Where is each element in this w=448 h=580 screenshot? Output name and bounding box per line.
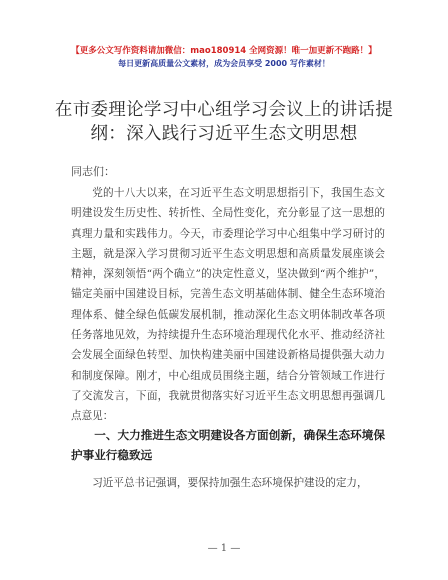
promo-banner-line1: 【更多公文写作资料请加微信：mao180914 全网资源！唯一加更新不跑路！】: [71, 46, 377, 56]
salutation: 同志们：: [71, 165, 115, 178]
body-paragraph-1: 党的十八大以来，在习近平生态文明思想指引下，我国生态文明建设发生历史性、转折性、全局性变化，充分彰显了这一思想的真理力量和实践伟力。今天，市委理论学习中心组集中学习研讨的主题，就是深入学习贯彻习近平生态文明思想和高质量发展座谈会精神，深刻领悟“两个确立”的决定性意义，坚决做到“两个维护”，锚定美丽中国建设目标，完善生态文明基础体制、健全生态环境治理体系、健全绿色低碳发展机制，推动深化生态文明体制改革各项任务落地见效，为持续提升生态环境治理现代化水平、推动经济社会发展全面绿色转型、加快构建美丽中国建设新格局提供强大动力和制度保障。刚才，中心组成员围绕主题，结合分管领域工作进行了交流发言，下面，我就贯彻落实好习近平生态文明思想再强调几点意见：: [71, 187, 385, 423]
body-paragraph-2: 习近平总书记强调，要保持加强生态环境保护建设的定力，: [92, 477, 368, 489]
document-title: 在市委理论学习中心组学习会议上的讲话提纲：深入践行习近平生态文明思想: [54, 100, 394, 144]
section-heading-1: 一、大力推进生态文明建设各方面创新，确保生态环境保护事业行稳致远: [71, 428, 385, 462]
promo-banner-line2: 每日更新高质量公文素材，成为会员享受 2000 写作素材！: [118, 59, 330, 68]
page-number: — 1 —: [207, 543, 241, 554]
